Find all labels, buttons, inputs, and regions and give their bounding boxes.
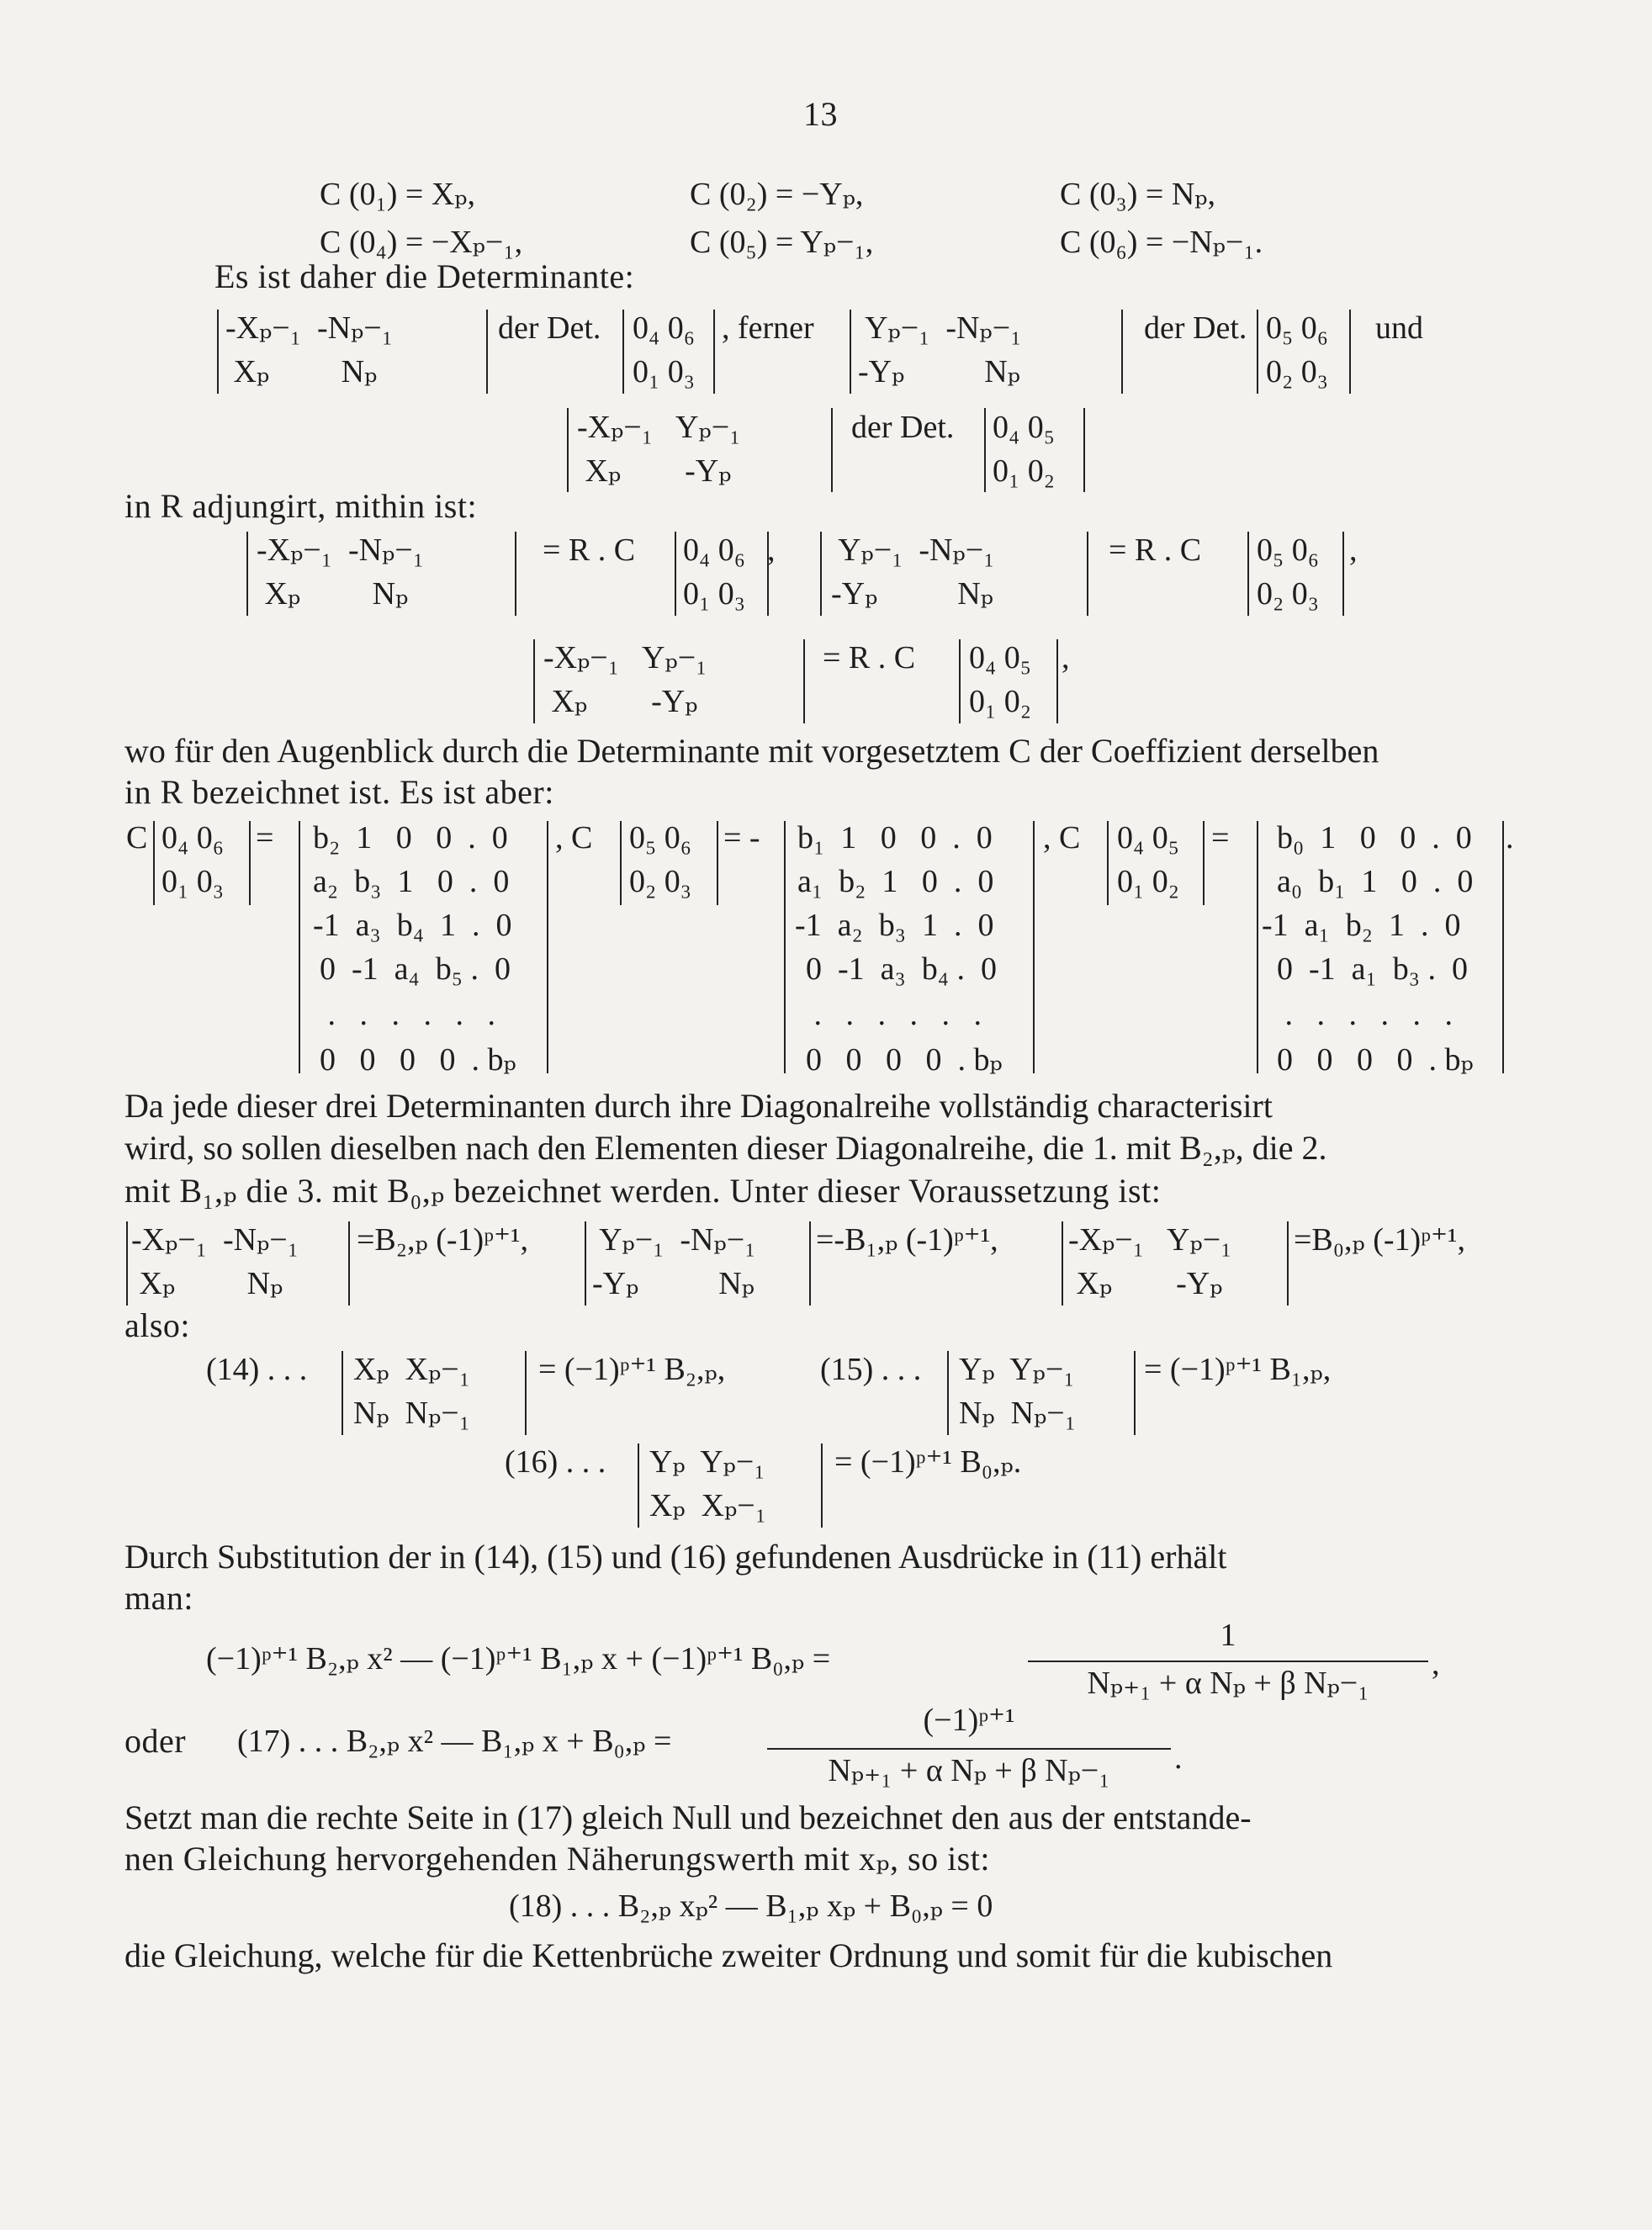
bar xyxy=(1342,532,1344,616)
bar xyxy=(809,1221,811,1306)
def-c05: C (0₅) = Yₚ−₁, xyxy=(690,225,874,260)
paragraph-setzt-line2: nen Gleichung hervorgehenden Näherungswerth mit xₚ, so ist: xyxy=(124,1840,990,1878)
page: 13 C (0₁) = Xₚ, C (0₂) = −Yₚ, C (0₃) = Nₚ, C (0₄) = −Xₚ−₁, C (0₅) = Yₚ−₁, C (0₆) = −Nₚ−₁. Es ist daher die Determinante: -Xₚ−₁ -Nₚ−₁ Xₚ Nₚ der Det. 0₄ 0₆ 0₁ 0₃ , ferner Yₚ−₁ -Nₚ−₁ -Yₚ Nₚ der Det. 0₅ 0₆ 0₂ 0₃ und -Xₚ−₁ Yₚ−₁ Xₚ -Yₚ der Det. 0₄ 0₅ 0₁ 0₂ in R adjungirt, mithin ist: -Xₚ−₁ -Nₚ−₁ Xₚ Nₚ = R . C 0₄ 0₆ 0₁ 0₃ , Yₚ−₁ -Nₚ−₁ -Yₚ Nₚ = R . C 0₅ 0₆ 0₂ 0₃ , -Xₚ−₁ Yₚ−₁ Xₚ -Yₚ = R . C 0₄ 0₅ 0₁ 0₂ , wo für den Augenblick durch die Determinante mit vorgesetztem C der Coeffizient derselben in R bezeichnet ist. Es ist aber: C 0₄ 0₆ 0₁ 0₃ = b₂ 1 0 0 . 0 a₂ b₃ 1 0 . 0 -1 a₃ b₄ 1 . 0 0 -1 a₄ b₅ . 0 . . . . . . 0 0 0 0 . bₚ , C 0₅ 0₆ 0₂ 0₃ = - b₁ 1 0 0 . 0 a₁ b₂ 1 0 . 0 -1 a₂ b₃ 1 . 0 0 -1 a₃ b₄ . 0 . . . . . . 0 0 0 0 . bₚ , C 0₄ 0₅ 0₁ 0₂ = b₀ 1 0 0 . 0 a₀ b₁ 1 0 . 0 -1 a₁ b₂ 1 . 0 0 -1 a₁ b₃ . 0 . . . . . . 0 0 0 0 . bₚ . Da jede dieser drei Determinanten durch ihre Diagonalreihe vollständig characterisirt wird, so sollen dieselben nach den Elementen dieser Diagonalreihe, die 1. mit B₂,ₚ, die 2. mit B₁,ₚ die 3. mit B₀,ₚ bezeichnet werden. Unter dieser Voraussetzung ist: -Xₚ−₁ -Nₚ−₁ Xₚ Nₚ =B₂,ₚ (-1)ᵖ⁺¹, Yₚ−₁ -Nₚ−₁ -Yₚ Nₚ =-B₁,ₚ (-1)ᵖ⁺¹, -Xₚ−₁ Yₚ−₁ Xₚ -Yₚ =B₀,ₚ (-1)ᵖ⁺¹, also: (14) . . . Xₚ Xₚ−₁ Nₚ Nₚ−₁ = (−1)ᵖ⁺¹ B₂,ₚ, (15) . . . Yₚ Yₚ−₁ Nₚ Nₚ−₁ = (−1)ᵖ⁺¹ B₁,ₚ, (16) . . . Yₚ Yₚ−₁ Xₚ Xₚ−₁ = (−1)ᵖ⁺¹ B₀,ₚ. Durch Substitution der in (14), (15) und (16) gefundenen Ausdrücke in (11) erhält man: (−1)ᵖ⁺¹ B₂,ₚ x² — (−1)ᵖ⁺¹ B₁,ₚ x + (−1)ᵖ⁺¹ B₀,ₚ = 1 Nₚ₊₁ + α Nₚ + β Nₚ−₁ , oder (17) . . . B₂,ₚ x² — B₁,ₚ x + B₀,ₚ = (−1)ᵖ⁺¹ Nₚ₊₁ + α Nₚ + β Nₚ−₁ . Setzt man die rechte Seite in (17) gleich Null und bezeichnet den aus der entstande- nen Gleichung hervorgehenden Näherungswerth mit xₚ, so ist: (18) . . . B₂,ₚ xₚ² — B₁,ₚ xₚ + B₀,ₚ = 0 die Gleichung, welche für die Kettenbrüche zweiter Ordnung und somit für die kubischen xyxy=(0,0,1652,2230)
minor-b-row2: 0₂ 0₃ xyxy=(1266,354,1328,389)
der-det-label: der Det. xyxy=(1144,310,1247,346)
bar xyxy=(1083,408,1085,492)
big-minor-b-row1: 0₅ 0₆ xyxy=(629,820,691,855)
bar xyxy=(803,639,805,723)
rc-label: = R . C xyxy=(823,640,916,675)
minor-a-row1: 0₄ 0₆ xyxy=(633,310,695,346)
id-d2-row1: Yₚ−₁ -Nₚ−₁ xyxy=(592,1222,756,1258)
big-m3-row3: -1 a₁ b₂ 1 . 0 xyxy=(1262,908,1461,943)
bar xyxy=(713,310,715,394)
bar xyxy=(831,408,833,492)
big-m3-row5: . . . . . . xyxy=(1277,997,1453,1032)
der-det-label: der Det. xyxy=(498,310,601,346)
rc-label: = R . C xyxy=(543,532,636,568)
paragraph-da-jede-line1: Da jede dieser drei Determinanten durch ihre Diagonalreihe vollständig characterisirt xyxy=(124,1087,1273,1125)
rc-d2-row2: -Yₚ Nₚ xyxy=(831,576,993,612)
minor-c-row2: 0₁ 0₂ xyxy=(993,453,1055,489)
big-m2-row5: . . . . . . xyxy=(806,997,982,1032)
big-m3-row2: a₀ b₁ 1 0 . 0 xyxy=(1277,864,1474,899)
und-label: und xyxy=(1375,310,1423,346)
bar xyxy=(947,1351,949,1435)
id-d1-row2: Xₚ Nₚ xyxy=(131,1266,283,1301)
bar xyxy=(821,1443,823,1528)
rc-d1-row1: -Xₚ−₁ -Nₚ−₁ xyxy=(257,532,424,568)
eq14-row1: Xₚ Xₚ−₁ xyxy=(353,1352,470,1387)
rc-minor-a-row2: 0₁ 0₃ xyxy=(683,576,745,612)
bar xyxy=(675,532,676,616)
big-m1-row5: . . . . . . xyxy=(320,997,495,1032)
bar xyxy=(622,310,624,394)
big-m3-row1: b₀ 1 0 0 . 0 xyxy=(1277,820,1472,855)
paragraph-setzt-line1: Setzt man die rechte Seite in (17) gleich Null und bezeichnet den aus der entstande- xyxy=(124,1798,1252,1836)
fracline xyxy=(1028,1661,1428,1662)
text-in-r: in R adjungirt, mithin ist: xyxy=(124,487,478,525)
bar xyxy=(959,639,961,723)
eq15-rhs: = (−1)ᵖ⁺¹ B₁,ₚ, xyxy=(1144,1352,1332,1387)
rc-minor-b-row1: 0₅ 0₆ xyxy=(1257,532,1319,568)
rc-minor-c-row1: 0₄ 0₅ xyxy=(969,640,1031,675)
bar xyxy=(1134,1351,1136,1435)
big-minor-a-row2: 0₁ 0₃ xyxy=(161,864,224,899)
paragraph-da-jede-line3: mit B₁,ₚ die 3. mit B₀,ₚ bezeichnet werden. Unter dieser Voraussetzung ist: xyxy=(124,1172,1162,1210)
det-d2-row1: Yₚ−₁ -Nₚ−₁ xyxy=(858,310,1022,346)
text-also: also: xyxy=(124,1306,191,1344)
rc-d1-row2: Xₚ Nₚ xyxy=(257,576,409,612)
paragraph-durch-line2: man: xyxy=(124,1579,193,1617)
id-d3-row2: Xₚ -Yₚ xyxy=(1068,1266,1223,1301)
det-d2-row2: -Yₚ Nₚ xyxy=(858,354,1020,389)
bar xyxy=(850,310,851,394)
paragraph-wo-fuer-line1: wo für den Augenblick durch die Determinante mit vorgesetztem C der Coeffizient derselben xyxy=(124,732,1379,770)
main-eq-lhs: (−1)ᵖ⁺¹ B₂,ₚ x² — (−1)ᵖ⁺¹ B₁,ₚ x + (−1)ᵖ⁺¹ B₀,ₚ = xyxy=(206,1641,831,1676)
def-c02: C (0₂) = −Yₚ, xyxy=(690,177,864,212)
rc-minor-b-row2: 0₂ 0₃ xyxy=(1257,576,1319,612)
big-minor-b-row2: 0₂ 0₃ xyxy=(629,864,691,899)
bar xyxy=(153,821,155,905)
eq14-label: (14) . . . xyxy=(206,1352,308,1387)
bar xyxy=(1121,310,1123,394)
def-c03: C (0₃) = Nₚ, xyxy=(1060,177,1215,212)
rc-d2-row1: Yₚ−₁ -Nₚ−₁ xyxy=(831,532,995,568)
bar xyxy=(820,532,822,616)
big-m2-row3: -1 a₂ b₃ 1 . 0 xyxy=(795,908,994,943)
big-minor-c-row2: 0₁ 0₂ xyxy=(1117,864,1179,899)
big-m1-row4: 0 -1 a₄ b₅ . 0 xyxy=(320,951,511,987)
page-number: 13 xyxy=(803,95,838,133)
big-m2-row4: 0 -1 a₃ b₄ . 0 xyxy=(806,951,998,987)
big-m3-row4: 0 -1 a₁ b₃ . 0 xyxy=(1277,951,1469,987)
big-m3-row6: 0 0 0 0 . bₚ xyxy=(1277,1042,1474,1078)
bar xyxy=(1502,821,1504,1073)
big-m2-row1: b₁ 1 0 0 . 0 xyxy=(797,820,993,855)
minor-a-row2: 0₁ 0₃ xyxy=(633,354,695,389)
bar xyxy=(585,1221,586,1306)
rc-minor-c-row2: 0₁ 0₂ xyxy=(969,684,1031,719)
bar xyxy=(1203,821,1205,905)
big-m2-row2: a₁ b₂ 1 0 . 0 xyxy=(797,864,994,899)
eq-r1: =B₂,ₚ (-1)ᵖ⁺¹, xyxy=(357,1222,528,1258)
main-eq-denominator: Nₚ₊₁ + α Nₚ + β Nₚ−₁ xyxy=(1087,1666,1369,1701)
eq-r3: =B₀,ₚ (-1)ᵖ⁺¹, xyxy=(1294,1222,1465,1258)
bar xyxy=(299,821,300,1073)
det-d3-row2: Xₚ -Yₚ xyxy=(577,453,732,489)
eq15-row1: Yₚ Yₚ−₁ xyxy=(959,1352,1075,1387)
big-m1-row1: b₂ 1 0 0 . 0 xyxy=(313,820,508,855)
bar xyxy=(1247,532,1249,616)
text-es-ist: Es ist daher die Determinante: xyxy=(214,257,635,295)
fracline xyxy=(767,1748,1171,1750)
eq16-rhs: = (−1)ᵖ⁺¹ B₀,ₚ. xyxy=(834,1444,1022,1480)
der-det-label: der Det. xyxy=(851,410,955,445)
paragraph-wo-fuer-line2: in R bezeichnet ist. Es ist aber: xyxy=(124,773,554,811)
bar xyxy=(784,821,786,1073)
bar xyxy=(525,1351,527,1435)
det-d1-row2: Xₚ Nₚ xyxy=(225,354,378,389)
bar xyxy=(348,1221,350,1306)
eq15-label: (15) . . . xyxy=(820,1352,922,1387)
bar xyxy=(515,532,516,616)
bar xyxy=(984,408,986,492)
big-minor-a-row1: 0₄ 0₆ xyxy=(161,820,224,855)
rc-d3-row1: -Xₚ−₁ Yₚ−₁ xyxy=(543,640,707,675)
bar xyxy=(246,532,248,616)
id-d2-row2: -Yₚ Nₚ xyxy=(592,1266,755,1301)
bar xyxy=(486,310,488,394)
paragraph-da-jede-line2: wird, so sollen dieselben nach den Elementen dieser Diagonalreihe, die 1. mit B₂,ₚ, die 2. xyxy=(124,1129,1327,1167)
eq17-denominator: Nₚ₊₁ + α Nₚ + β Nₚ−₁ xyxy=(828,1753,1110,1788)
rc-label: = R . C xyxy=(1109,532,1202,568)
bar xyxy=(1087,532,1088,616)
big-m1-row2: a₂ b₃ 1 0 . 0 xyxy=(313,864,510,899)
eq15-row2: Nₚ Nₚ−₁ xyxy=(959,1396,1076,1431)
det-d3-row1: -Xₚ−₁ Yₚ−₁ xyxy=(577,410,741,445)
text-oder: oder xyxy=(124,1722,187,1760)
eq14-rhs: = (−1)ᵖ⁺¹ B₂,ₚ, xyxy=(538,1352,726,1387)
bar xyxy=(217,310,219,394)
bar xyxy=(1257,821,1258,1073)
ferner-label: , ferner xyxy=(722,310,814,346)
id-d1-row1: -Xₚ−₁ -Nₚ−₁ xyxy=(131,1222,299,1258)
big-m1-row6: 0 0 0 0 . bₚ xyxy=(320,1042,516,1078)
eq17-lhs: (17) . . . B₂,ₚ x² — B₁,ₚ x + B₀,ₚ = xyxy=(237,1724,672,1759)
big-m1-row3: -1 a₃ b₄ 1 . 0 xyxy=(313,908,512,943)
eq18: (18) . . . B₂,ₚ xₚ² — B₁,ₚ xₚ + B₀,ₚ = 0 xyxy=(509,1888,993,1924)
main-eq-numerator: 1 xyxy=(1220,1618,1236,1653)
big-minor-c-row1: 0₄ 0₅ xyxy=(1117,820,1179,855)
def-c06: C (0₆) = −Nₚ−₁. xyxy=(1060,225,1263,260)
eq14-row2: Nₚ Nₚ−₁ xyxy=(353,1396,470,1431)
def-c04: C (0₄) = −Xₚ−₁, xyxy=(320,225,523,260)
def-c01: C (0₁) = Xₚ, xyxy=(320,177,475,212)
bar xyxy=(547,821,548,1073)
rc-d3-row2: Xₚ -Yₚ xyxy=(543,684,698,719)
bar xyxy=(638,1443,639,1528)
bar xyxy=(620,821,622,905)
id-d3-row1: -Xₚ−₁ Yₚ−₁ xyxy=(1068,1222,1232,1258)
paragraph-durch-line1: Durch Substitution der in (14), (15) und (16) gefundenen Ausdrücke in (11) erhält xyxy=(124,1538,1227,1576)
bar xyxy=(1257,310,1258,394)
eq16-row2: Xₚ Xₚ−₁ xyxy=(649,1488,766,1523)
bar xyxy=(1056,639,1058,723)
bar xyxy=(1287,1221,1289,1306)
minor-b-row1: 0₅ 0₆ xyxy=(1266,310,1328,346)
bar xyxy=(126,1221,128,1306)
paragraph-die-gleichung: die Gleichung, welche für die Kettenbrüche zweiter Ordnung und somit für die kubischen xyxy=(124,1936,1333,1974)
eq17-numerator: (−1)ᵖ⁺¹ xyxy=(923,1703,1015,1738)
bar xyxy=(1107,821,1109,905)
eq16-label: (16) . . . xyxy=(505,1444,606,1480)
minor-c-row1: 0₄ 0₅ xyxy=(993,410,1055,445)
bar xyxy=(717,821,718,905)
bar xyxy=(567,408,569,492)
bar xyxy=(1062,1221,1063,1306)
bar xyxy=(342,1351,343,1435)
bar xyxy=(533,639,535,723)
det-d1-row1: -Xₚ−₁ -Nₚ−₁ xyxy=(225,310,393,346)
eq16-row1: Yₚ Yₚ−₁ xyxy=(649,1444,765,1480)
eq-r2: =-B₁,ₚ (-1)ᵖ⁺¹, xyxy=(816,1222,998,1258)
big-m2-row6: 0 0 0 0 . bₚ xyxy=(806,1042,1003,1078)
bar xyxy=(249,821,251,905)
rc-minor-a-row1: 0₄ 0₆ xyxy=(683,532,745,568)
bar xyxy=(1033,821,1035,1073)
bar xyxy=(1349,310,1351,394)
